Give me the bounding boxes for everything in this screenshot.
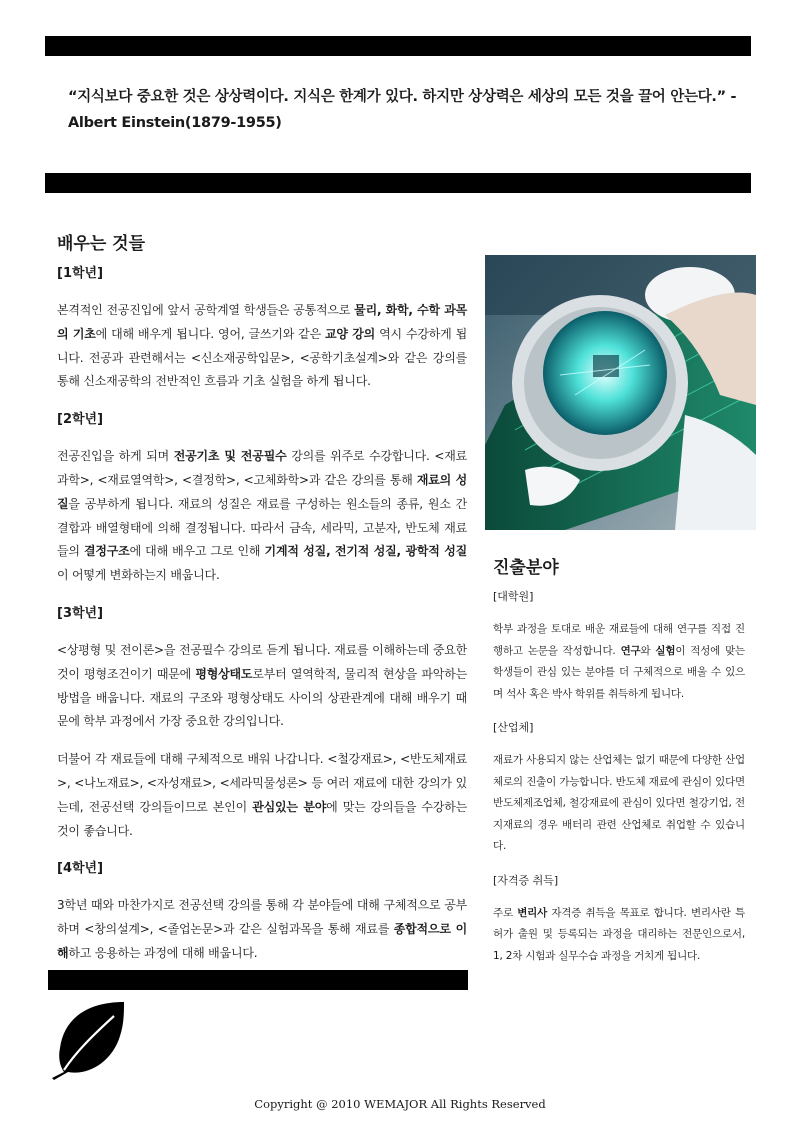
bold-text: 관심있는 분야	[252, 799, 327, 814]
text-run: 재료가 사용되지 않는 산업체는 없기 때문에 다양한 산업체로의 진출이 가능합니다. 반도체 재료에 관심이 있다면 반도체제조업체, 철강재료에 관심이 있다면 철강기업, 전지재료의 경우 배터리 관련 산업체로 취업할 수 있습니다.	[493, 754, 745, 852]
text-run: 학부 과정을 토대로 배운 재료들에 대해 연구를 직접 진행하고 논문을 작성합니다.	[493, 623, 745, 657]
bold-text: 기계적 성질, 전기적 성질, 광학적 성질	[264, 544, 467, 559]
career-paragraph	[493, 619, 745, 705]
bold-text: 교양 강의	[325, 326, 376, 341]
bottom-bar	[48, 970, 468, 990]
bold-text: 종합적으로 이해	[57, 922, 467, 960]
career-paragraph	[493, 903, 745, 968]
text-run: 이 적성에 맞는 학생들이 관심 있는 분야를 더 구체적으로 배울 수 있으며 석사 혹은 박사 학위를 취득하게 됩니다.	[493, 644, 745, 700]
learn-title: 배우는 것들	[57, 234, 146, 254]
learn-column	[57, 262, 467, 980]
bold-text: 재료의 성질	[57, 472, 467, 511]
year-heading: [4학년]	[57, 861, 104, 877]
career-paragraph	[493, 750, 745, 858]
year-paragraph	[57, 639, 467, 734]
text-run: 강의를 위주로 수강합니다. <재료과학>, <재료열역학>, <결정학>, <고체화학>과 같은 강의를 통해	[57, 449, 468, 487]
middle-bar	[45, 173, 751, 193]
text-run: 3학년 때와 마찬가지로 전공선택 강의를 통해 각 분야들에 대해 구체적으로 공부하며 <창의설계>, <졸업논문>과 같은 실험과목을 통해 재료를	[57, 898, 467, 937]
year-paragraph	[57, 445, 467, 588]
bold-text: 변리사	[517, 906, 548, 919]
career-subheading: [산업체]	[493, 721, 534, 734]
text-run: 로부터 열역학적, 물리적 현상을 파악하는 방법을 배웁니다. 재료의 구조와 평형상태도 사이의 상관관계에 대해 배우기 때문에 학부 과정에서 가장 중요한 강의입니다.	[57, 666, 467, 729]
year-heading: [2학년]	[57, 412, 104, 428]
text-run: 에 대해 배우고 그로 인해	[129, 544, 265, 559]
text-run: 본격적인 전공진입에 앞서 공학계열 학생들은 공통적으로	[57, 303, 355, 317]
circuit-board-magnifier-photo	[485, 255, 756, 530]
leaf-icon	[48, 1000, 128, 1080]
top-bar	[45, 36, 751, 56]
career-column	[493, 588, 745, 981]
text-run: 역시 수강하게 됩니다. 전공과 관련해서는 <신소재공학입문>, <공학기초설계>와 같은 강의를 통해 신소재공학의 전반적인 흐름과 기초 실험을 하게 됩니다.	[57, 326, 468, 389]
year-heading: [1학년]	[57, 266, 104, 281]
year-paragraph	[57, 894, 467, 965]
text-run: 에 대해 배우게 됩니다. 영어, 글쓰기와 같은	[95, 326, 326, 341]
bold-text: 결정구조	[84, 544, 130, 559]
text-run: 주로	[493, 906, 518, 919]
text-run: 더불어 각 재료들에 대해 구체적으로 배워 나갑니다. <철강재료>, <반도체재료>, <나노재료>, <자성재료>, <세라믹물성론> 등 여러 재료에 대한 강의가 있는데, 전공선택 강의들이므로 본인이	[57, 752, 467, 814]
text-run: <상평형 및 전이론>을 전공필수 강의로 듣게 됩니다. 재료를 이해하는데 중요한 것이 평형조건이기 때문에	[57, 642, 467, 681]
bold-text: 연구	[620, 644, 641, 657]
bold-text: 물리, 화학, 수학 과목의 기초	[57, 303, 467, 341]
text-run: 하고 응용하는 과정에 대해 배웁니다.	[68, 945, 258, 960]
text-run: 와	[640, 644, 656, 657]
text-run: 에 맞는 강의들을 수강하는 것이 좋습니다.	[57, 799, 467, 838]
text-run: 을 공부하게 됩니다. 재료의 성질은 재료를 구성하는 원소들의 종류, 원소 간 결합과 배열형태에 의해 결정됩니다. 따라서 금속, 세라믹, 고분자, 반도체 재료들의	[57, 496, 467, 559]
year-paragraph	[57, 748, 467, 843]
career-subheading: [자격증 취득]	[493, 873, 559, 887]
bold-text: 평형상태도	[195, 666, 253, 681]
einstein-quote: “지식보다 중요한 것은 상상력이다. 지식은 한계가 있다. 하지만 상상력은 세상의 모든 것을 끌어 안는다.” - Albert Einstein(1879-1955)	[68, 89, 737, 131]
bold-text: 전공기초 및 전공필수	[173, 449, 287, 464]
text-run: 자격증 취득을 목표로 합니다. 변리사란 특허가 출원 및 등록되는 과정을 대리하는 전문인으로서, 1, 2차 시험과 실무수습 과정을 거치게 됩니다.	[493, 906, 745, 962]
career-title: 진출분야	[493, 558, 559, 578]
year-heading: [3학년]	[57, 605, 104, 621]
year-paragraph	[57, 299, 467, 394]
career-subheading: [대학원]	[493, 590, 534, 603]
copyright: Copyright @ 2010 WEMAJOR All Rights Reserved	[254, 1097, 546, 1111]
text-run: 전공진입을 하게 되며	[57, 449, 174, 464]
bold-text: 실험	[655, 644, 676, 657]
text-run: 이 어떻게 변화하는지 배웁니다.	[57, 568, 220, 583]
